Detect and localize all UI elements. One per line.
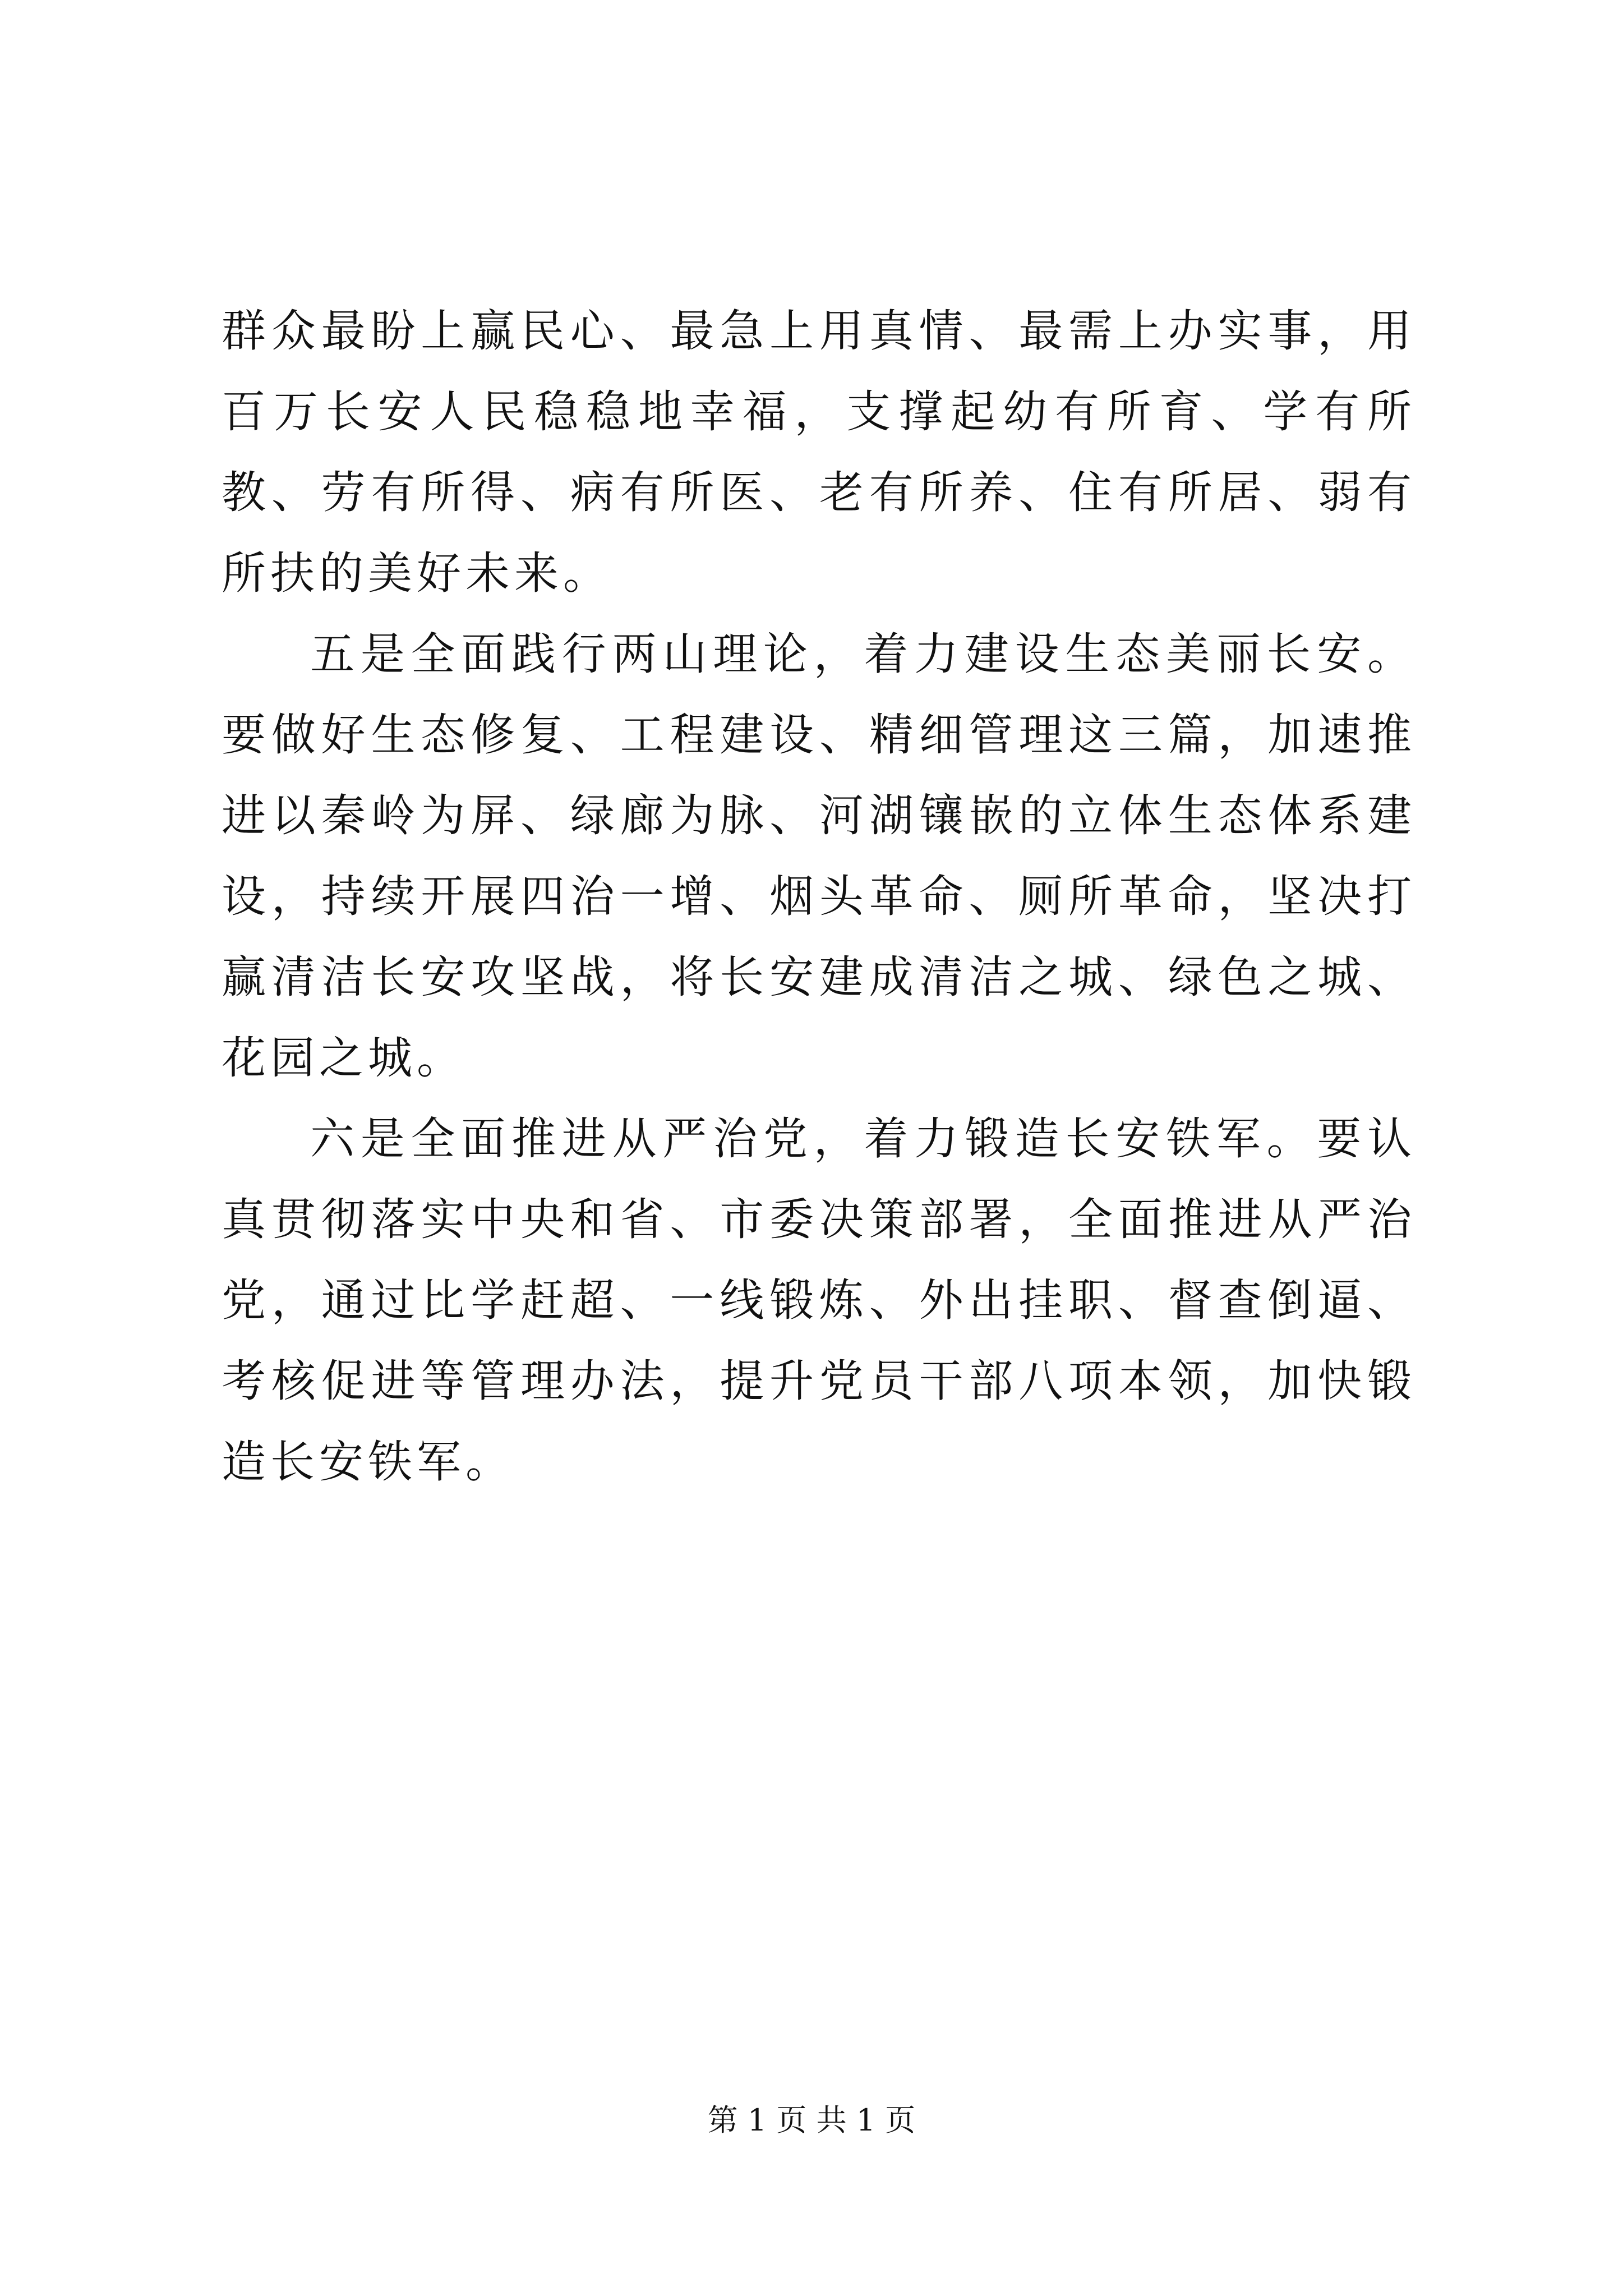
page-footer [0,2101,1623,2140]
paragraph-3: 六是全面推进从严治党，着力锻造长安铁军。要认真贯彻落实中央和省、市委决策部署，全面推进从严治党，通过比学赶超、一线锻炼、外出挂职、督查倒逼、考核促进等管理办法，提升党员干部八项本领，加快锻造长安铁军。 [222,1113,1416,1488]
document-body [222,291,1416,1502]
paragraph-2: 五是全面践行两山理论，着力建设生态美丽长安。要做好生态修复、工程建设、精细管理这三篇，加速推进以秦岭为屏、绿廊为脉、河湖镶嵌的立体生态体系建设，持续开展四治一增、烟头革命、厕所革命，坚决打赢清洁长安攻坚战，将长安建成清洁之城、绿色之城、花园之城。 [222,628,1416,1084]
page-number-label: 第 1 页 共 1 页 [707,2102,916,2138]
paragraph-1: 群众最盼上赢民心、最急上用真情、最需上办实事，用百万长安人民稳稳地幸福，支撑起幼有所育、学有所教、劳有所得、病有所医、老有所养、住有所居、弱有所扶的美好未来。 [222,305,1416,599]
